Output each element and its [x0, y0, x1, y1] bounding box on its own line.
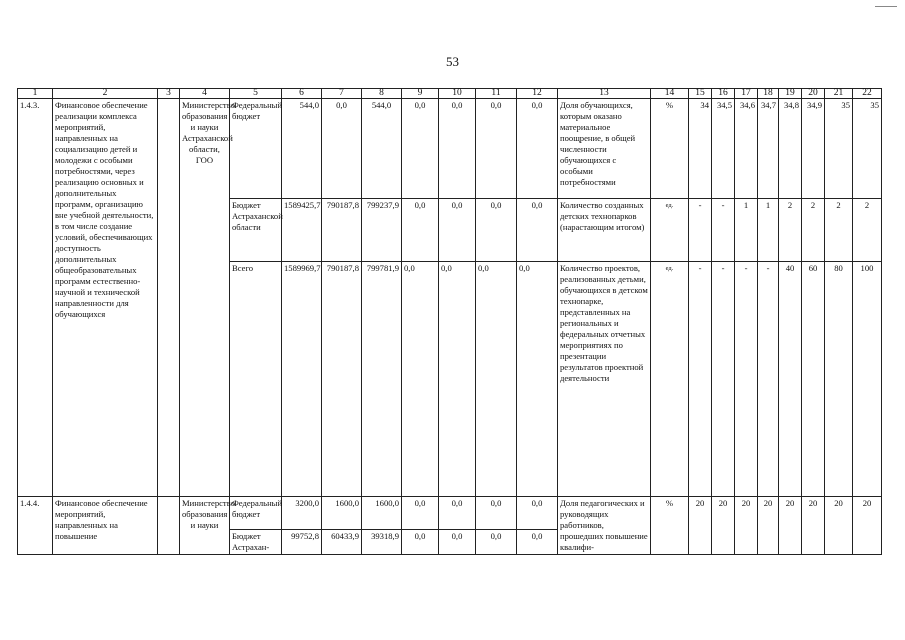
header-cell: 15	[689, 89, 712, 99]
header-cell: 17	[735, 89, 758, 99]
item-name: Финансовое обеспечение реализации комплекса мероприятий, направленных на социализацию детей и молодежи с особыми потребностями, через реализацию основных и дополнительных программ, организацию вне учебной деятельности, в том числе создание условий, обеспечивающих доступность дополнительных общеобразовательных программ естественно-научной и технической направленности для обучающихся	[53, 99, 158, 497]
header-cell: 2	[53, 89, 158, 99]
corner-mark	[875, 6, 897, 7]
page-number: 53	[446, 54, 459, 69]
value-cell: 0,0	[517, 497, 558, 530]
indicator-text: Количество проектов, реализованных детьми, обучающихся в детском технопарке, представленных на региональных и федеральных отчетных мероприятиях по презентации результатов проектной деятельности	[558, 262, 651, 497]
header-cell: 16	[712, 89, 735, 99]
value-cell: 0,0	[517, 529, 558, 554]
header-cell: 11	[476, 89, 517, 99]
header-cell: 22	[853, 89, 882, 99]
target-cell: 20	[735, 497, 758, 555]
target-cell: 2	[802, 199, 825, 262]
value-cell: 0,0	[402, 262, 439, 497]
target-cell: 34,6	[735, 99, 758, 199]
target-cell: 20	[689, 497, 712, 555]
target-cell: 2	[853, 199, 882, 262]
target-cell: 34,5	[712, 99, 735, 199]
value-cell: 0,0	[476, 99, 517, 199]
value-cell: 0,0	[439, 262, 476, 497]
value-cell: 99752,8	[282, 529, 322, 554]
value-cell: 0,0	[439, 497, 476, 530]
target-cell: 1	[735, 199, 758, 262]
funding-source: Федеральный бюджет	[230, 99, 282, 199]
value-cell: 0,0	[402, 199, 439, 262]
value-cell: 790187,8	[322, 199, 362, 262]
value-cell: 0,0	[402, 529, 439, 554]
target-cell: -	[735, 262, 758, 497]
header-cell: 19	[779, 89, 802, 99]
value-cell: 0,0	[402, 497, 439, 530]
header-cell: 3	[158, 89, 180, 99]
value-cell: 544,0	[362, 99, 402, 199]
value-cell: 799781,9	[362, 262, 402, 497]
unit-cell: %	[651, 99, 689, 199]
item-code: 1.4.3.	[18, 99, 53, 497]
value-cell: 544,0	[282, 99, 322, 199]
value-cell: 0,0	[439, 529, 476, 554]
item-code: 1.4.4.	[18, 497, 53, 555]
target-cell: 2	[779, 199, 802, 262]
value-cell: 0,0	[439, 199, 476, 262]
target-cell: 80	[825, 262, 853, 497]
header-cell: 6	[282, 89, 322, 99]
value-cell: 0,0	[402, 99, 439, 199]
target-cell: 20	[853, 497, 882, 555]
item-name: Финансовое обеспечение мероприятий, направленных на повышение	[53, 497, 158, 555]
target-cell: 34,7	[758, 99, 779, 199]
value-cell: 0,0	[517, 199, 558, 262]
target-cell: 34,8	[779, 99, 802, 199]
target-cell: 60	[802, 262, 825, 497]
header-cell: 9	[402, 89, 439, 99]
target-cell: 34	[689, 99, 712, 199]
unit-cell: ед.	[651, 262, 689, 497]
header-cell: 5	[230, 89, 282, 99]
executor: Министерство образования и науки	[180, 497, 230, 555]
value-cell: 1589425,7	[282, 199, 322, 262]
target-cell: 20	[779, 497, 802, 555]
target-cell: 20	[825, 497, 853, 555]
header-cell: 21	[825, 89, 853, 99]
funding-source: Бюджет Астраханской области	[230, 199, 282, 262]
target-cell: 20	[758, 497, 779, 555]
target-cell: -	[712, 199, 735, 262]
target-cell: 100	[853, 262, 882, 497]
header-cell: 1	[18, 89, 53, 99]
target-cell: 1	[758, 199, 779, 262]
header-cell: 18	[758, 89, 779, 99]
target-cell: -	[689, 262, 712, 497]
target-cell: 35	[853, 99, 882, 199]
unit-cell: %	[651, 497, 689, 555]
table-row	[18, 99, 882, 199]
funding-source: Федеральный бюджет	[230, 497, 282, 530]
value-cell: 790187,8	[322, 262, 362, 497]
value-cell: 1589969,7	[282, 262, 322, 497]
indicator-text: Доля обучающихся, которым оказано материальное поощрение, в общей численности обучающихся с особыми потребностями	[558, 99, 651, 199]
value-cell: 0,0	[322, 99, 362, 199]
unit-cell: ед.	[651, 199, 689, 262]
value-cell: 0,0	[476, 199, 517, 262]
header-cell: 12	[517, 89, 558, 99]
target-cell: -	[689, 199, 712, 262]
header-row	[18, 89, 882, 99]
indicator-text: Доля педагогических и руководящих работников, прошедших повышение квалифи-	[558, 497, 651, 555]
target-cell: 20	[802, 497, 825, 555]
funding-source: Всего	[230, 262, 282, 497]
executor: Министерство образования и науки Астраханской области, ГОО	[180, 99, 230, 497]
empty-cell	[158, 497, 180, 555]
value-cell: 0,0	[439, 99, 476, 199]
value-cell: 39318,9	[362, 529, 402, 554]
value-cell: 0,0	[517, 99, 558, 199]
header-cell: 4	[180, 89, 230, 99]
value-cell: 0,0	[476, 262, 517, 497]
header-cell: 7	[322, 89, 362, 99]
value-cell: 60433,9	[322, 529, 362, 554]
value-cell: 0,0	[476, 529, 517, 554]
program-table	[17, 88, 882, 555]
value-cell: 0,0	[476, 497, 517, 530]
value-cell: 799237,9	[362, 199, 402, 262]
value-cell: 3200,0	[282, 497, 322, 530]
header-cell: 8	[362, 89, 402, 99]
header-cell: 13	[558, 89, 651, 99]
table-row	[18, 497, 882, 530]
target-cell: 40	[779, 262, 802, 497]
target-cell: -	[758, 262, 779, 497]
empty-cell	[158, 99, 180, 497]
header-cell: 10	[439, 89, 476, 99]
header-cell: 20	[802, 89, 825, 99]
target-cell: 2	[825, 199, 853, 262]
target-cell: -	[712, 262, 735, 497]
value-cell: 0,0	[517, 262, 558, 497]
value-cell: 1600,0	[322, 497, 362, 530]
target-cell: 34,9	[802, 99, 825, 199]
value-cell: 1600,0	[362, 497, 402, 530]
funding-source: Бюджет Астрахан-	[230, 529, 282, 554]
target-cell: 35	[825, 99, 853, 199]
header-cell: 14	[651, 89, 689, 99]
target-cell: 20	[712, 497, 735, 555]
indicator-text: Количество созданных детских технопарков (нарастающим итогом)	[558, 199, 651, 262]
